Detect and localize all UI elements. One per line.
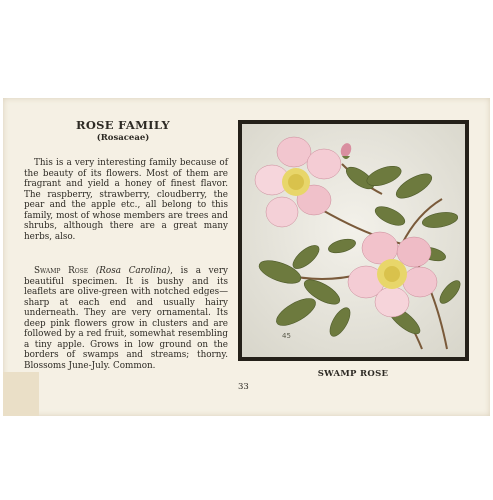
plate-caption: SWAMP ROSE	[317, 369, 389, 379]
torn-page-edge	[3, 372, 39, 416]
species-name: Swamp Rose	[34, 266, 89, 276]
illustration-plate	[238, 120, 469, 361]
swamp-rose-illustration	[242, 124, 465, 357]
page-subtitle: (Rosaceae)	[96, 133, 150, 143]
plate-number: 45	[282, 332, 291, 340]
species-latin-name: (Rosa Carolina)	[95, 266, 171, 276]
page-number: 33	[238, 382, 249, 392]
intro-paragraph: This is a very interesting family because of the beauty of its flowers. Most of them are fragrant and yield a honey of finest flavor. The raspberry, strawberry, cloudberry, the pear and the apple etc., all belong to this family, most of whose members are trees and shrubs, although there are a great many herbs, also.	[24, 158, 228, 242]
species-description: , is a very beautiful specimen. It is bushy and its leaflets are olive-green with notched edges—sharp at each end and usually hairy underneath. They are very ornamental. Its deep pink flowers grow in clusters and are followed by a red fruit, somewhat resembling a tiny apple. Grows in low ground on the borders of swamps and streams; thorny. Blossoms June-July. Common.	[24, 266, 229, 371]
species-paragraph	[24, 266, 228, 371]
page-title: ROSE FAMILY	[75, 118, 171, 132]
